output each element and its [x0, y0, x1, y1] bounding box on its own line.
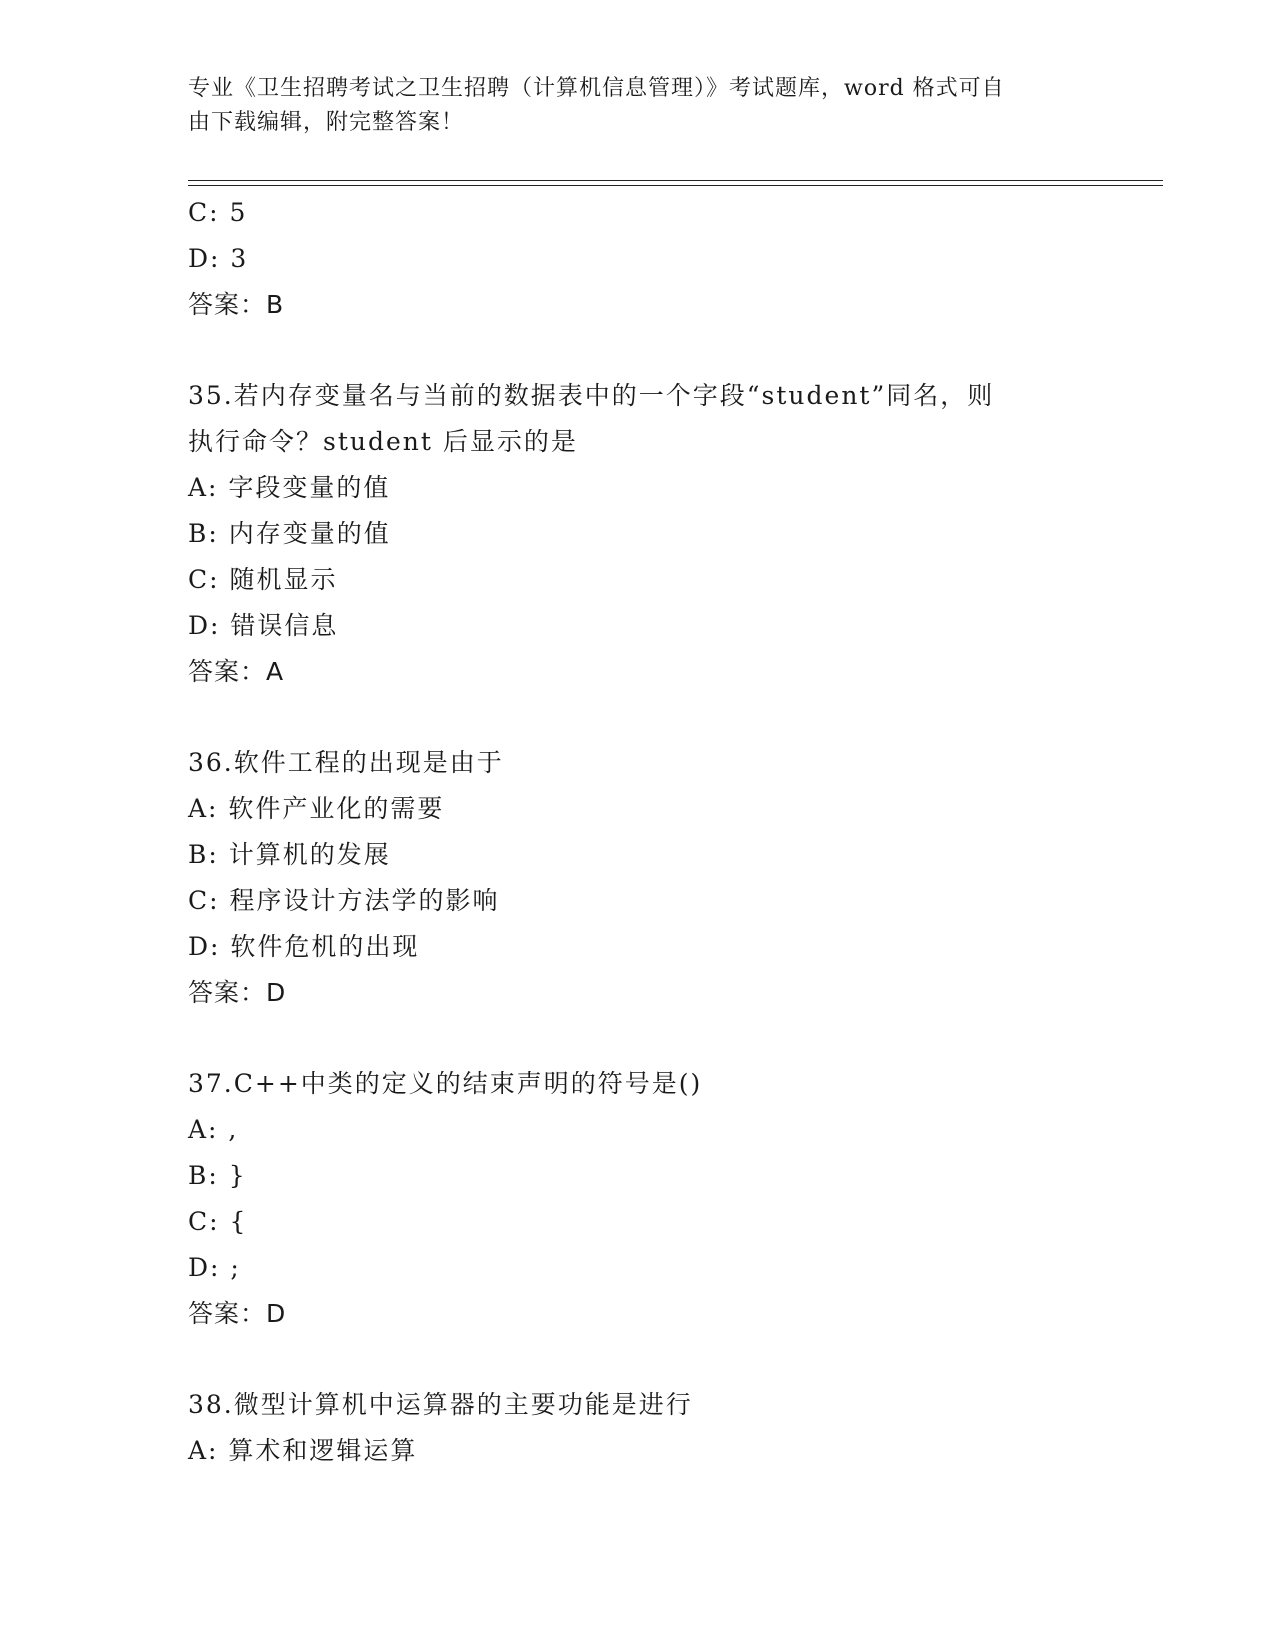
- option-a: A: ,: [188, 1115, 239, 1144]
- header-divider-top: [188, 180, 1163, 181]
- question-block-prev: [188, 190, 1088, 328]
- option-b: B: 内存变量的值: [188, 519, 391, 548]
- option-b: B: 计算机的发展: [188, 840, 391, 869]
- option-d: D: 软件危机的出现: [188, 932, 420, 961]
- answer-line: 答案：B: [188, 290, 285, 319]
- option-d: D: 3: [188, 244, 249, 273]
- option-c: C: {: [188, 1207, 248, 1236]
- answer-line: 答案：D: [188, 1299, 287, 1328]
- question-stem: 37.C++中类的定义的结束声明的符号是(): [188, 1069, 703, 1098]
- question-stem: 36.软件工程的出现是由于: [188, 748, 504, 777]
- option-d: D: ;: [188, 1253, 241, 1282]
- spacer: [188, 1016, 1088, 1061]
- option-c: C: 程序设计方法学的影响: [188, 886, 500, 915]
- option-b: B: }: [188, 1161, 247, 1190]
- question-block-35: [188, 373, 1088, 695]
- question-stem-line-2: 执行命令？student 后显示的是: [188, 427, 578, 456]
- answer-line: 答案：A: [188, 657, 285, 686]
- option-c: C: 5: [188, 198, 248, 227]
- option-a: A: 字段变量的值: [188, 473, 391, 502]
- question-block-37: [188, 1061, 1088, 1337]
- document-header: [188, 72, 1088, 140]
- option-a: A: 软件产业化的需要: [188, 794, 445, 823]
- spacer: [188, 695, 1088, 740]
- header-divider-bottom: [188, 185, 1163, 186]
- question-list: [188, 190, 1088, 1474]
- answer-line: 答案：D: [188, 978, 287, 1007]
- header-line-1: 专业《卫生招聘考试之卫生招聘（计算机信息管理）》考试题库，word 格式可自: [188, 76, 1005, 101]
- option-d: D: 错误信息: [188, 611, 339, 640]
- header-line-2: 由下载编辑，附完整答案！: [188, 110, 465, 135]
- spacer: [188, 1337, 1088, 1382]
- option-a: A: 算术和逻辑运算: [188, 1436, 418, 1465]
- option-c: C: 随机显示: [188, 565, 338, 594]
- question-stem: 38.微型计算机中运算器的主要功能是进行: [188, 1390, 693, 1419]
- question-stem-line-1: 35.若内存变量名与当前的数据表中的一个字段“student”同名，则: [188, 381, 995, 410]
- question-block-36: [188, 740, 1088, 1016]
- question-block-38: [188, 1382, 1088, 1474]
- spacer: [188, 328, 1088, 373]
